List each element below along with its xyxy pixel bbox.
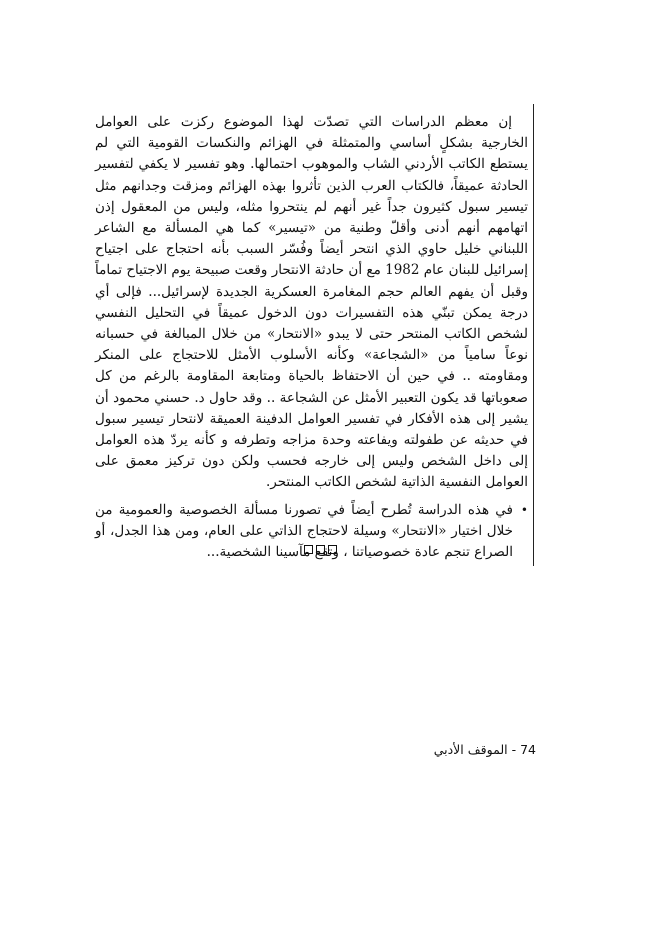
bullet-paragraph-text: في هذه الدراسة تُطرح أيضاً في تصورنا مسألة الخصوصية والعمومية من خلال اختيار «الانتحار» وسيلة لاحتجاج الذاتي على العام، ومن هذا الجدل، أو الصراع تنجم عادة خصوصياتنا ، وتقع مآسينا الشخصية...: [95, 501, 513, 561]
bullet-icon: •: [520, 502, 528, 517]
main-paragraph: إن معظم الدراسات التي تصدّت لهذا الموضوع ركزت على العوامل الخارجية بشكلٍ أساسي والمتمثلة في الهزائم والنكسات القومية التي لم يستطع الكاتب الأردني الشاب والموهوب احتمالها. وهو تفسير لا يكفي لتفسير الحادثة عميقاً، فالكتاب العرب الذين تأثروا بهذه الهزائم ومزقت وجدانهم مثل تيسير سبول كثيرون جداً غير أنهم لم ينتحروا مثله، وليس من المعقول إذن اتهامهم أنهم أدنى وأقلّ وطنية من «تيسير» كما هي المسألة مع الشاعر اللبناني خليل حاوي الذي انتحر أيضاً وفُسّر السبب بأنه احتجاج على اجتياح إسرائيل للبنان عام 1982 مع أن حادثة الانتحار وقعت صبيحة يوم الاجتياح تماماً وقبل أن يفهم العالم حجم المغامرة العسكرية الجديدة لإسرائيل... فإلى أي درجة يمكن تبنّي هذه التفسيرات دون الدخول عميقاً في التحليل النفسي لشخص الكاتب المنتحر حتى لا يبدو «الانتحار» من خلال المبالغة في حسبانه نوعاً سامياً من «الشجاعة» وكأنه الأسلوب الأمثل للاحتجاج على المنكر ومقاومته .. في حين أن الاحتفاظ بالحياة ومتابعة المقاومة بالرغم من كل صعوباتها قد يكون التعبير الأمثل عن الشجاعة .. وقد حاول د. حسني محمود أن يشير إلى هذه الأفكار في تفسير العوامل الدفينة العميقة لانتحار تيسير سبول في حديثه عن طفولته ويفاعته وحدة مزاجه وتطرفه و كأنه يردّ هذه العوامل إلى داخل الشخص وليس إلى خارجه فحسب ولكن دون تركيز معمق على العوامل النفسية الذاتية لشخص الكاتب المنتحر.: [95, 114, 528, 491]
vertical-margin-rule: [533, 104, 534, 566]
square-icon: [304, 545, 313, 554]
square-icon: [316, 545, 325, 554]
square-icon: [328, 545, 337, 554]
section-end-ornament: [290, 542, 350, 556]
page-footer: 74 - الموقف الأدبي: [433, 742, 536, 757]
article-body: [95, 112, 528, 563]
